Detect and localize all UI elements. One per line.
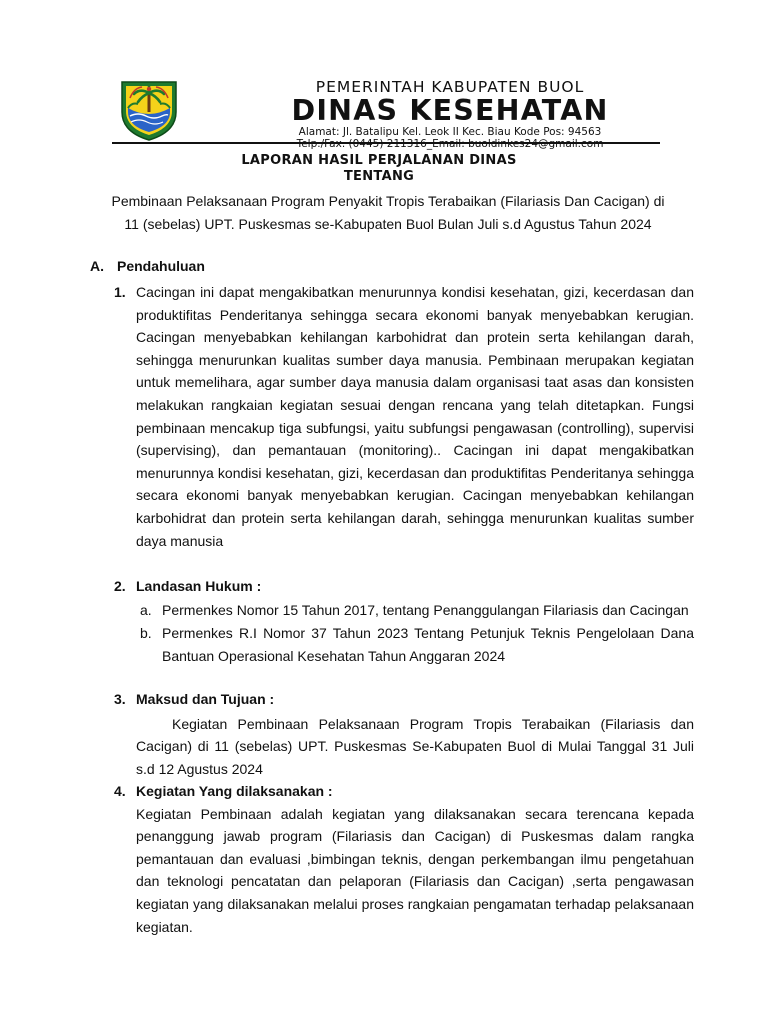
list-item-1	[114, 281, 694, 552]
list-item-2	[114, 575, 694, 667]
letterhead	[112, 72, 660, 148]
report-subject-line1: Pembinaan Pelaksanaan Program Penyakit Tropis Terabaikan (Filariasis Dan Cacigan) di	[111, 193, 665, 209]
list-item-4	[114, 780, 694, 938]
sub-item-a	[136, 599, 694, 622]
section-title: Pendahuluan	[117, 258, 205, 274]
item-number: 4.	[114, 783, 126, 799]
sub-item-b	[136, 622, 694, 667]
sub-item-letter: b.	[140, 625, 152, 642]
list-item-3	[114, 688, 694, 780]
office-address: Alamat: Jl. Batalipu Kel. Leok II Kec. Biau Kode Pos: 94563	[298, 126, 602, 138]
item-3-heading: Maksud dan Tujuan :	[136, 691, 275, 707]
item-1-text: Cacingan ini dapat mengakibatkan menurunnya kondisi kesehatan, gizi, kecerdasan dan produktifitas Penderitanya sehingga secara ekonomi banyak menyebabkan kerugian. Cacingan menyebabkan kehilangan karbohidrat dan protein serta kehilangan darah, sehingga menurunkan kualitas sumber daya manusia. Pembinaan merupakan kegiatan untuk memelihara, agar sumber daya manusia dalam organisasi taat asas dan konsisten melakukan rangkaian kegiatan sesuai dengan rencana yang telah ditetapkan. Fungsi pembinaan mencakup tiga subfungsi, yaitu subfungsi pengawasan (controlling), supervisi (supervising), dan pemantauan (monitoring).. Cacingan ini dapat mengakibatkan menurunnya kondisi kesehatan, gizi, kecerdasan dan produktifitas Penderitanya sehingga secara ekonomi banyak menyebabkan kerugian. Cacingan menyebabkan kehilangan karbohidrat dan protein serta kehilangan darah, sehingga menurunkan kualitas sumber daya manusia	[136, 284, 694, 549]
letterhead-text	[240, 72, 660, 150]
sub-item-b-text: Permenkes R.I Nomor 37 Tahun 2023 Tentang Petunjuk Teknis Pengelolaan Dana Bantuan Operasional Kesehatan Tahun Anggaran 2024	[162, 625, 694, 664]
department-name: DINAS KESEHATAN	[291, 94, 609, 127]
item-4-heading: Kegiatan Yang dilaksanakan :	[136, 783, 333, 799]
item-3-text: Kegiatan Pembinaan Pelaksanaan Program Tropis Terabaikan (Filariasis dan Cacigan) di 11 (sebelas) UPT. Puskesmas Se-Kabupaten Buol di Mulai Tanggal 31 Juli s.d 12 Agustus 2024	[136, 715, 694, 777]
item-number: 3.	[114, 691, 126, 707]
section-letter: A.	[90, 258, 104, 274]
item-4-text: Kegiatan Pembinaan adalah kegiatan yang dilaksanakan secara terencana kepada penanggung jawab program (Filariasis dan Cacigan) di Puskesmas dalam rangka pemantauan dan evaluasi ,bimbingan teknis, dengan perkembangan ilmu pengetahuan dan teknologi pencatatan dan pelaporan (Filariasis dan Cacigan) ,serta pengawasan kegiatan yang dilaksanakan melalui proses rangkaian pengamatan terhadap pelaksanaan kegiatan.	[136, 805, 694, 935]
report-title	[0, 153, 768, 185]
section-a-heading	[90, 258, 205, 274]
report-title-line2: TENTANG	[343, 169, 415, 184]
government-name: PEMERINTAH KABUPATEN BUOL	[315, 78, 585, 96]
report-title-line1: LAPORAN HASIL PERJALANAN DINAS	[241, 153, 517, 168]
office-contact: Telp./Fax. (0445) 211316_Email: buoldinkes24@gmail.com	[296, 138, 604, 150]
report-subject-line2: 11 (sebelas) UPT. Puskesmas se-Kabupaten Buol Bulan Juli s.d Agustus Tahun 2024	[124, 216, 652, 232]
sub-item-letter: a.	[140, 601, 152, 618]
item-number: 2.	[114, 578, 126, 594]
item-number: 1.	[114, 284, 126, 300]
item-2-heading: Landasan Hukum :	[136, 578, 262, 594]
report-subject	[80, 190, 696, 236]
sub-item-a-text: Permenkes Nomor 15 Tahun 2017, tentang Penanggulangan Filariasis dan Cacingan	[162, 601, 689, 618]
regency-crest-icon	[116, 78, 182, 142]
letterhead-rule	[112, 142, 660, 144]
